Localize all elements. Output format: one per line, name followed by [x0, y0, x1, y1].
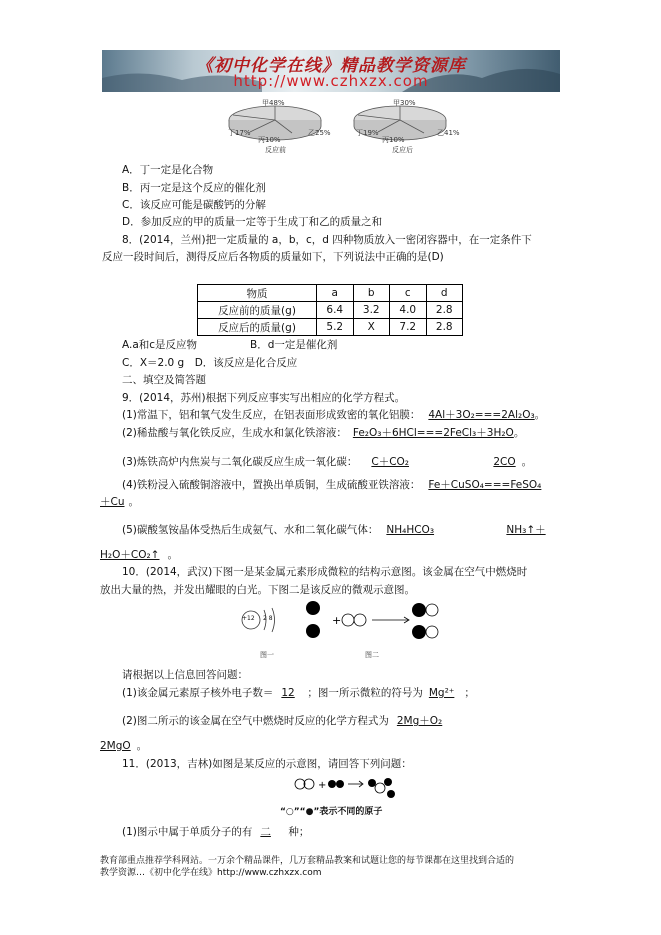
table-cell: 4.0: [390, 302, 427, 319]
q11-answer1-end: 种；: [288, 826, 310, 838]
q9-part2-end: 。: [513, 427, 525, 439]
q10-answer2-end: 。: [136, 740, 148, 752]
q11-reaction-diagram: [292, 774, 402, 804]
q9-part4-text: (4)铁粉浸入硫酸铜溶液中，置换出单质铜，生成硫酸亚铁溶液：: [122, 479, 421, 491]
q9-part5-cont: [100, 548, 178, 562]
reaction-micro-diagram: [306, 601, 438, 639]
atom-shells-label: 2 8: [263, 615, 273, 622]
q9-part2-answer: Fe₂O₃＋6HCl===2FeCl₃＋3H₂O: [352, 427, 514, 439]
q9-part1-end: 。: [534, 409, 546, 421]
q8-table: [197, 284, 463, 336]
pie-after-caption: 反应后: [392, 146, 413, 154]
table-row: [198, 319, 463, 336]
table-cell: 6.4: [317, 302, 354, 319]
q7-option-b: B．丙一定是这个反应的催化剂: [122, 182, 266, 194]
q9-part4-cont: [100, 495, 139, 509]
pie-after-jia: 甲30%: [393, 99, 416, 107]
svg-text:+: +: [318, 780, 327, 791]
table-cell: 5.2: [317, 319, 354, 336]
q7-option-d: D．参加反应的甲的质量一定等于生成丁和乙的质量之和: [122, 216, 383, 228]
q10-answer1-mid: ；图一所示微粒的符号为: [307, 687, 423, 699]
footer-line1: 教育部重点推荐学科网站。一万余个精品课件，几万套精品教案和试题让您的每节课都在这里找到合适的: [100, 856, 515, 866]
q9-intro: 9．(2014，苏州)根据下列反应事实写出相应的化学方程式。: [122, 392, 406, 404]
table-cell: 反应前的质量(g): [198, 302, 317, 319]
q10-answer1-symbol: Mg²⁺: [428, 687, 455, 699]
pie-before-ding: 丁17%: [228, 129, 251, 137]
figure-2-caption: 图二: [365, 651, 379, 659]
pie-before-yi: 乙25%: [308, 129, 331, 137]
figure-1-caption: 图一: [260, 651, 274, 659]
pie-before-jia: 甲48%: [262, 99, 285, 107]
pie-before-caption: 反应前: [265, 146, 286, 154]
table-row: [198, 302, 463, 319]
table-header-cell: d: [426, 285, 463, 302]
q11-answer1-text: (1)图示中属于单质分子的有: [122, 826, 253, 838]
pie-before-bing: 丙10%: [258, 136, 281, 144]
pie-after-ding: 丁19%: [356, 129, 379, 137]
q10-prompt: 请根据以上信息回答问题：: [122, 669, 248, 681]
q9-part5-answer1: NH₄HCO₃: [386, 524, 435, 536]
q8-line1: 8．(2014，兰州)把一定质量的 a，b，c，d 四种物质放入一密闭容器中，在一定条件下: [122, 234, 532, 246]
q10-answer1-text: (1)该金属元素原子核外电子数＝: [122, 687, 274, 699]
q9-part5-end: 。: [167, 549, 178, 561]
table-cell: 3.2: [353, 302, 390, 319]
q10-answer2: [122, 714, 442, 728]
q9-part5: [122, 523, 546, 537]
q9-part4: [122, 478, 541, 492]
q10-answer1-end: ；: [464, 687, 475, 699]
q9-part2: [122, 426, 524, 440]
section-title: 二、填空及简答题: [122, 374, 206, 386]
table-header-cell: a: [317, 285, 354, 302]
q9-part5-answer2: NH₃↑＋: [506, 524, 546, 536]
q9-part4-end: 。: [128, 496, 139, 508]
q7-option-a: A．丁一定是化合物: [122, 164, 214, 176]
q10-line1: 10．(2014，武汉)下图一是某金属元素形成微粒的结构示意图。该金属在空气中燃烧时: [122, 566, 528, 578]
q9-part1-answer: 4Al＋3O₂===2Al₂O₃: [428, 409, 535, 421]
q8-option-cd: C．X＝2.0 g D．该反应是化合反应: [122, 357, 298, 369]
q10-line2: 放出大量的热，并发出耀眼的白光。下图二是该反应的微观示意图。: [100, 584, 415, 596]
q9-part4-answer1: Fe＋CuSO₄===FeSO₄: [428, 479, 542, 491]
q9-part5-answer3: H₂O＋CO₂↑: [100, 549, 160, 561]
header-banner: [102, 50, 560, 92]
q8-option-a: A.a和c是反应物: [122, 339, 198, 351]
q9-part3-answer2: 2CO: [493, 456, 516, 468]
q11-answer1-value: 二: [260, 826, 271, 838]
table-header-cell: c: [390, 285, 427, 302]
pie-after-yi: 乙41%: [437, 129, 460, 137]
table-cell: 反应后的质量(g): [198, 319, 317, 336]
table-cell: 2.8: [426, 302, 463, 319]
q9-part3: [122, 455, 532, 469]
q9-part1: [122, 408, 545, 422]
footer: [100, 855, 570, 879]
q10-answer1-value: 12: [281, 687, 295, 699]
q9-part3-text: (3)炼铁高炉内焦炭与二氧化碳反应生成一氧化碳：: [122, 456, 358, 468]
q9-part4-answer2: ＋Cu: [100, 496, 125, 508]
table-header-cell: b: [353, 285, 390, 302]
q11-line1: 11．(2013，吉林)如图是某反应的示意图，请回答下列问题：: [122, 758, 412, 770]
atom-nucleus-label: +12: [242, 615, 255, 622]
svg-text:+: +: [332, 614, 342, 627]
banner-title: 《初中化学在线》精品教学资源库: [196, 56, 466, 76]
banner-url[interactable]: http://www.czhxzx.com: [233, 72, 429, 90]
table-header-row: [198, 285, 463, 302]
q9-part5-text: (5)碳酸氢铵晶体受热后生成氨气、水和二氧化碳气体：: [122, 524, 379, 536]
q11-answer1: [122, 825, 309, 839]
q10-answer2-value2: 2MgO: [100, 740, 131, 752]
table-cell: 2.8: [426, 319, 463, 336]
table-cell: 7.2: [390, 319, 427, 336]
footer-line2[interactable]: 教学资源…《初中化学在线》http://www.czhxzx.com: [100, 868, 322, 878]
q10-answer2-text: (2)图二所示的该金属在空气中燃烧时反应的化学方程式为: [122, 715, 389, 727]
q8-option-b: B．d一定是催化剂: [250, 339, 338, 351]
table-cell: X: [353, 319, 390, 336]
q7-option-c: C．该反应可能是碳酸钙的分解: [122, 199, 266, 211]
q10-answer2-cont: [100, 739, 147, 753]
q8-line2: 反应一段时间后，测得反应后各物质的质量如下，下列说法中正确的是(D): [102, 251, 444, 263]
q10-answer1: [122, 686, 475, 700]
q9-part3-end: 。: [521, 456, 533, 468]
q11-legend: “○”“●”表示不同的原子: [280, 807, 383, 817]
q9-part3-answer1: C＋CO₂: [371, 456, 410, 468]
q10-answer2-value1: 2Mg＋O₂: [396, 715, 443, 727]
q9-part2-text: (2)稀盐酸与氧化铁反应，生成水和氯化铁溶液：: [122, 427, 347, 439]
q9-part1-text: (1)常温下，铝和氧气发生反应，在铝表面形成致密的氧化铝膜：: [122, 409, 421, 421]
table-header-cell: 物质: [198, 285, 317, 302]
pie-after-bing: 丙10%: [382, 136, 405, 144]
